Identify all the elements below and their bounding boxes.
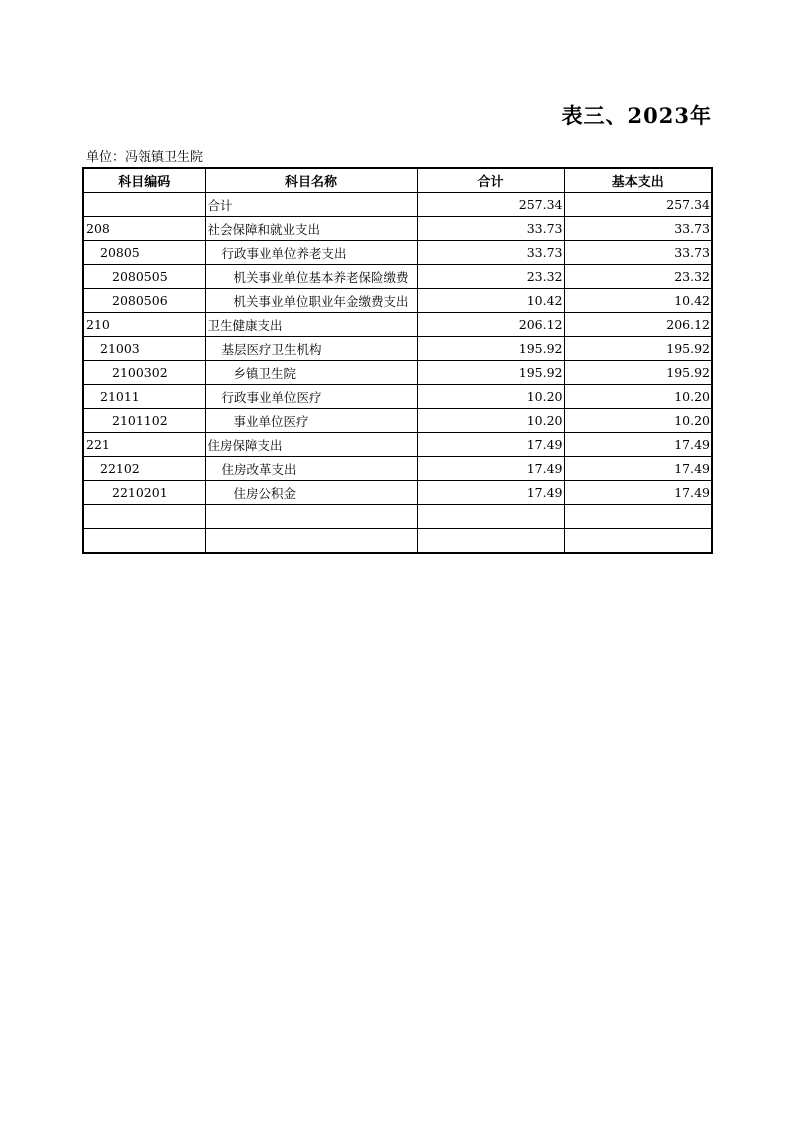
cell-code (83, 529, 205, 554)
cell-basic (564, 529, 712, 554)
cell-total (417, 505, 564, 529)
cell-name (205, 529, 417, 554)
cell-total: 10.20 (417, 409, 564, 433)
table-row (83, 289, 712, 313)
cell-name: 机关事业单位职业年金缴费支出 (205, 289, 417, 313)
cell-name: 基层医疗卫生机构 (205, 337, 417, 361)
cell-total: 10.42 (417, 289, 564, 313)
cell-total: 206.12 (417, 313, 564, 337)
cell-code: 20805 (83, 241, 205, 265)
cell-basic: 10.20 (564, 385, 712, 409)
cell-name: 住房公积金 (205, 481, 417, 505)
cell-total: 17.49 (417, 457, 564, 481)
table-row (83, 385, 712, 409)
page-title: 表三、2023年 (561, 103, 712, 128)
cell-total: 195.92 (417, 337, 564, 361)
cell-basic: 10.42 (564, 289, 712, 313)
cell-code (83, 505, 205, 529)
table-row (83, 481, 712, 505)
cell-basic: 33.73 (564, 241, 712, 265)
cell-name: 住房保障支出 (205, 433, 417, 457)
cell-code: 2080506 (83, 289, 205, 313)
table-row (83, 313, 712, 337)
cell-total: 23.32 (417, 265, 564, 289)
cell-basic: 257.34 (564, 193, 712, 217)
cell-basic: 17.49 (564, 481, 712, 505)
cell-name: 住房改革支出 (205, 457, 417, 481)
cell-basic: 33.73 (564, 217, 712, 241)
cell-total (417, 529, 564, 554)
cell-name: 机关事业单位基本养老保险缴费 (205, 265, 417, 289)
cell-code: 21011 (83, 385, 205, 409)
cell-total: 10.20 (417, 385, 564, 409)
cell-basic: 23.32 (564, 265, 712, 289)
cell-basic (564, 505, 712, 529)
cell-name: 社会保障和就业支出 (205, 217, 417, 241)
header-code: 科目编码 (83, 168, 205, 193)
cell-basic: 17.49 (564, 433, 712, 457)
cell-code (83, 193, 205, 217)
cell-code: 2210201 (83, 481, 205, 505)
cell-total: 17.49 (417, 481, 564, 505)
cell-code: 22102 (83, 457, 205, 481)
table-row (83, 193, 712, 217)
cell-name: 事业单位医疗 (205, 409, 417, 433)
table-row (83, 361, 712, 385)
cell-total: 195.92 (417, 361, 564, 385)
table-row (83, 241, 712, 265)
table-row (83, 409, 712, 433)
cell-name: 合计 (205, 193, 417, 217)
table-row (83, 265, 712, 289)
cell-name (205, 505, 417, 529)
cell-name: 行政事业单位养老支出 (205, 241, 417, 265)
table-row (83, 337, 712, 361)
table-header-row (83, 168, 712, 193)
cell-total: 33.73 (417, 217, 564, 241)
cell-basic: 206.12 (564, 313, 712, 337)
cell-basic: 195.92 (564, 361, 712, 385)
cell-basic: 10.20 (564, 409, 712, 433)
expenditure-table (82, 167, 713, 554)
cell-name: 乡镇卫生院 (205, 361, 417, 385)
header-name: 科目名称 (205, 168, 417, 193)
table-row (83, 457, 712, 481)
unit-label: 单位：冯瓴镇卫生院 (86, 150, 204, 165)
cell-total: 257.34 (417, 193, 564, 217)
cell-code: 2080505 (83, 265, 205, 289)
cell-total: 17.49 (417, 433, 564, 457)
table-row (83, 505, 712, 529)
cell-code: 221 (83, 433, 205, 457)
cell-total: 33.73 (417, 241, 564, 265)
cell-name: 行政事业单位医疗 (205, 385, 417, 409)
table-row (83, 529, 712, 554)
cell-code: 2101102 (83, 409, 205, 433)
header-basic: 基本支出 (564, 168, 712, 193)
cell-code: 208 (83, 217, 205, 241)
cell-code: 2100302 (83, 361, 205, 385)
table-row (83, 217, 712, 241)
header-total: 合计 (417, 168, 564, 193)
cell-name: 卫生健康支出 (205, 313, 417, 337)
cell-basic: 17.49 (564, 457, 712, 481)
cell-code: 210 (83, 313, 205, 337)
table-body (83, 193, 712, 554)
table-row (83, 433, 712, 457)
cell-basic: 195.92 (564, 337, 712, 361)
cell-code: 21003 (83, 337, 205, 361)
